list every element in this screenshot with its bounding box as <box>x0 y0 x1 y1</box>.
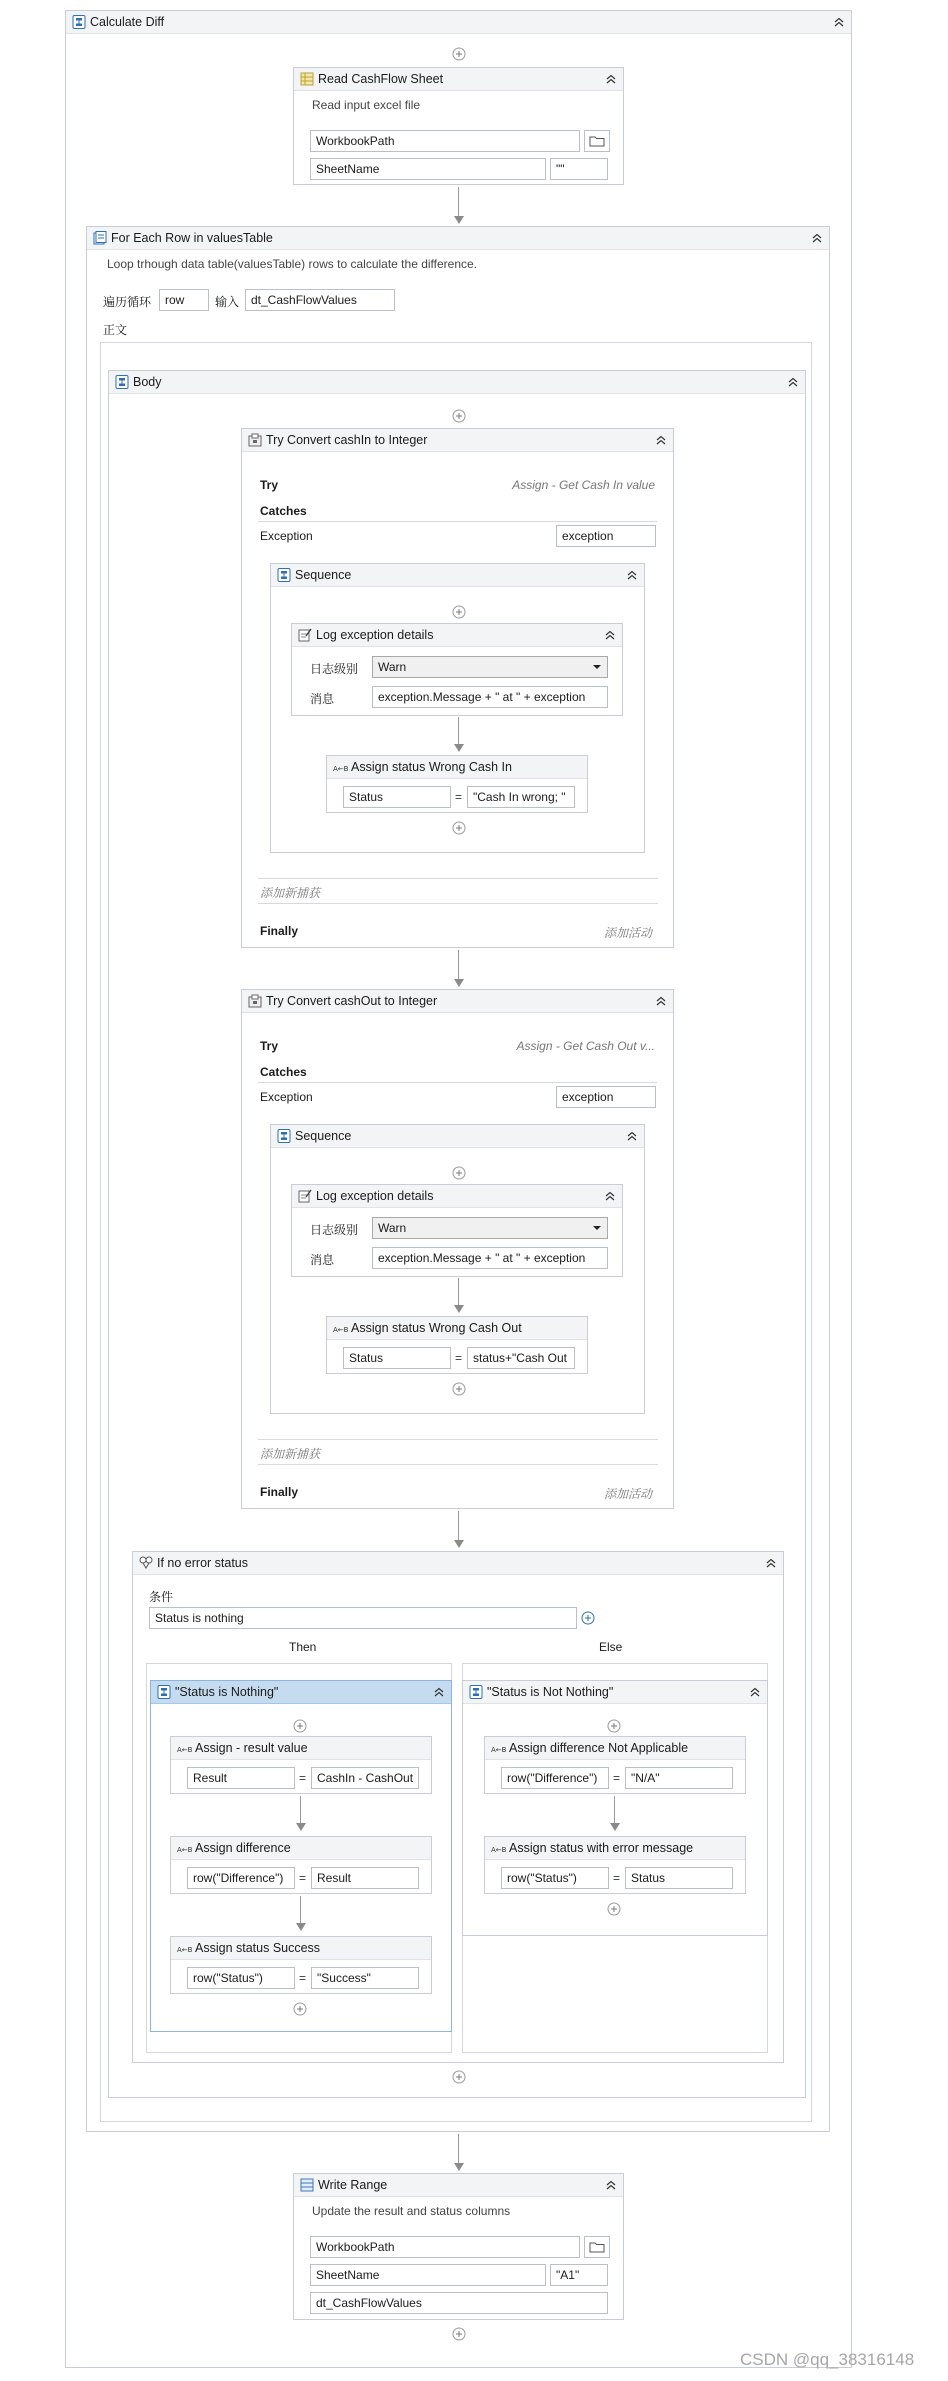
connector-line <box>300 1796 301 1824</box>
assign-value-field[interactable]: "N/A" <box>625 1767 733 1789</box>
assign-icon <box>333 1324 349 1334</box>
read-sheet-description: Read input excel file <box>312 98 421 112</box>
assign-title: Assign - result value <box>195 1741 308 1755</box>
log-message-icon <box>298 628 312 642</box>
assign-title: Assign status Wrong Cash In <box>351 760 512 774</box>
browse-folder-button[interactable] <box>584 130 610 152</box>
collapse-icon[interactable] <box>655 995 667 1007</box>
add-new-catch-link[interactable]: 添加新捕获 <box>260 886 321 900</box>
loop-label: 遍历循环 <box>103 295 152 309</box>
assign-status-error-activity[interactable] <box>484 1836 746 1894</box>
assign-title: Assign status Wrong Cash Out <box>351 1321 522 1335</box>
connector-line <box>458 1511 459 1541</box>
calculate-diff-header[interactable] <box>66 11 851 34</box>
assign-title: Assign difference Not Applicable <box>509 1741 689 1755</box>
catches-separator <box>258 1082 657 1083</box>
workbook-path-field[interactable]: WorkbookPath <box>310 2236 580 2258</box>
sheet-name-field[interactable]: SheetName <box>310 2264 546 2286</box>
assign-to-field[interactable]: row("Status") <box>501 1867 609 1889</box>
if-header[interactable] <box>133 1552 783 1575</box>
assign-result-value-activity[interactable] <box>170 1736 432 1794</box>
separator <box>258 1439 658 1440</box>
try-cashin-header[interactable] <box>242 429 673 452</box>
assign-value-field[interactable]: Status <box>625 1867 733 1889</box>
read-cashflow-sheet-activity[interactable] <box>293 67 624 185</box>
excel-read-icon <box>300 72 314 86</box>
log-level-label: 日志级别 <box>310 1223 359 1237</box>
workbook-path-field[interactable]: WorkbookPath <box>310 130 580 152</box>
write-range-icon <box>300 2178 314 2192</box>
chevron-down-icon <box>593 1225 601 1231</box>
equals-sign: = <box>299 1971 307 1985</box>
if-title: If no error status <box>157 1556 249 1570</box>
browse-folder-button[interactable] <box>584 2236 610 2258</box>
assign-value-field[interactable]: CashIn - CashOut <box>311 1767 419 1789</box>
assign-icon <box>333 763 349 773</box>
separator <box>258 878 658 879</box>
assign-to-field[interactable]: row("Difference") <box>187 1867 295 1889</box>
add-activity-plus-icon[interactable] <box>607 1719 621 1733</box>
log-title: Log exception details <box>316 628 434 642</box>
sequence-icon <box>277 568 291 582</box>
write-range-header[interactable] <box>294 2174 623 2197</box>
collapse-icon[interactable] <box>604 1190 616 1202</box>
folder-icon <box>589 2241 605 2253</box>
assign-header[interactable] <box>171 1837 431 1860</box>
log-message-icon <box>298 1189 312 1203</box>
connector-line <box>458 2134 459 2164</box>
catches-separator <box>258 521 657 522</box>
assign-header[interactable] <box>485 1737 745 1760</box>
equals-sign: = <box>613 1771 621 1785</box>
try-cashout-header[interactable] <box>242 990 673 1013</box>
assign-title: Assign status Success <box>195 1941 321 1955</box>
collapse-icon[interactable] <box>604 629 616 641</box>
catch-sequence-header[interactable] <box>271 564 644 587</box>
connector-arrow <box>454 979 464 987</box>
collapse-icon[interactable] <box>765 1557 777 1569</box>
assign-wrong-cashin-activity[interactable] <box>326 755 588 813</box>
assign-difference-activity[interactable] <box>170 1836 432 1894</box>
assign-icon <box>177 1944 193 1954</box>
assign-value-field[interactable]: "Success" <box>311 1967 419 1989</box>
assign-to-field[interactable]: Status <box>343 1347 451 1369</box>
condition-field[interactable]: Status is nothing <box>149 1607 577 1629</box>
exception-variable-field[interactable]: exception <box>556 1086 656 1108</box>
connector-arrow <box>610 1823 620 1831</box>
connector-line <box>458 187 459 217</box>
folder-icon <box>589 135 605 147</box>
collapse-icon[interactable] <box>811 232 823 244</box>
finally-label: Finally <box>260 924 299 938</box>
connector-arrow <box>454 744 464 752</box>
log-level-select[interactable] <box>372 656 608 678</box>
add-activity-plus-icon[interactable] <box>452 1166 466 1180</box>
collapse-icon[interactable] <box>787 376 799 388</box>
collapse-icon[interactable] <box>626 569 638 581</box>
sequence-icon <box>157 1685 171 1699</box>
equals-sign: = <box>613 1871 621 1885</box>
add-activity-plus-icon[interactable] <box>452 1382 466 1396</box>
then-label: Then <box>289 1640 317 1654</box>
assign-header[interactable] <box>327 1317 587 1340</box>
connector-line <box>614 1796 615 1824</box>
try-activity-label[interactable]: Assign - Get Cash In value <box>512 478 655 492</box>
add-activity-plus-icon[interactable] <box>452 821 466 835</box>
connector-arrow <box>454 1540 464 1548</box>
write-range-description: Update the result and status columns <box>312 2204 511 2218</box>
add-condition-plus-icon[interactable] <box>581 1611 595 1625</box>
catch-sequence-title: Sequence <box>295 1129 352 1143</box>
connector-line <box>458 1278 459 1306</box>
equals-sign: = <box>299 1871 307 1885</box>
sequence-icon <box>72 15 86 29</box>
add-activity-plus-icon[interactable] <box>293 2002 307 2016</box>
else-sequence-title: "Status is Not Nothing" <box>487 1685 614 1699</box>
catch-sequence-header[interactable] <box>271 1125 644 1148</box>
assign-value-field[interactable]: Result <box>311 1867 419 1889</box>
then-sequence-title: "Status is Nothing" <box>175 1685 279 1699</box>
for-each-description: Loop trhough data table(valuesTable) rows to calculate the difference. <box>107 257 478 271</box>
add-activity-plus-icon[interactable] <box>452 47 466 61</box>
message-field[interactable]: exception.Message + " at " + exception <box>372 686 608 708</box>
connector-line <box>300 1896 301 1924</box>
try-cashin-title: Try Convert cashIn to Integer <box>266 433 428 447</box>
assign-to-field[interactable]: row("Difference") <box>501 1767 609 1789</box>
add-new-catch-link[interactable]: 添加新捕获 <box>260 1447 321 1461</box>
assign-status-success-activity[interactable] <box>170 1936 432 1994</box>
add-activity-plus-icon[interactable] <box>452 605 466 619</box>
log-exception-activity[interactable] <box>291 623 623 716</box>
chevron-down-icon <box>593 664 601 670</box>
body-header[interactable] <box>109 371 805 394</box>
add-activity-plus-icon[interactable] <box>452 2070 466 2084</box>
loop-variable-field[interactable]: row <box>159 289 209 311</box>
log-title: Log exception details <box>316 1189 434 1203</box>
try-catch-icon <box>248 994 262 1008</box>
add-activity-plus-icon[interactable] <box>293 1719 307 1733</box>
try-activity-label[interactable]: Assign - Get Cash Out v... <box>516 1039 655 1053</box>
add-activity-link[interactable]: 添加活动 <box>604 926 653 940</box>
else-label: Else <box>599 1640 623 1654</box>
add-activity-plus-icon[interactable] <box>607 1902 621 1916</box>
else-sequence-header[interactable] <box>463 1681 767 1704</box>
catches-label: Catches <box>260 504 307 518</box>
body-title: Body <box>133 375 162 389</box>
separator <box>258 903 658 904</box>
sequence-icon <box>115 375 129 389</box>
try-catch-icon <box>248 433 262 447</box>
exception-type-label[interactable]: Exception <box>260 529 313 543</box>
message-label: 消息 <box>310 1253 335 1267</box>
catches-label: Catches <box>260 1065 307 1079</box>
collapse-icon[interactable] <box>605 2179 617 2191</box>
range-field[interactable]: "A1" <box>550 2264 608 2286</box>
collapse-icon[interactable] <box>433 1686 445 1698</box>
calculate-diff-title: Calculate Diff <box>90 15 165 29</box>
read-sheet-header[interactable] <box>294 68 623 91</box>
try-cashout-title: Try Convert cashOut to Integer <box>266 994 438 1008</box>
log-header[interactable] <box>292 1185 622 1208</box>
assign-to-field[interactable]: Status <box>343 786 451 808</box>
assign-to-field[interactable]: Result <box>187 1767 295 1789</box>
connector-arrow <box>454 216 464 224</box>
collapse-icon[interactable] <box>626 1130 638 1142</box>
collapse-icon[interactable] <box>833 16 845 28</box>
read-sheet-title: Read CashFlow Sheet <box>318 72 444 86</box>
for-each-icon <box>93 231 107 245</box>
for-each-title: For Each Row in valuesTable <box>111 231 273 245</box>
range-field[interactable]: "" <box>550 158 608 180</box>
assign-header[interactable] <box>171 1937 431 1960</box>
exception-type-label[interactable]: Exception <box>260 1090 313 1104</box>
log-level-value: Warn <box>378 1221 407 1235</box>
sequence-icon <box>469 1685 483 1699</box>
assign-wrong-cashout-activity[interactable] <box>326 1316 588 1374</box>
connector-arrow <box>454 2163 464 2171</box>
add-activity-link[interactable]: 添加活动 <box>604 1487 653 1501</box>
assign-value-field[interactable]: "Cash In wrong; " <box>467 786 575 808</box>
assign-icon <box>491 1844 507 1854</box>
assign-difference-na-activity[interactable] <box>484 1736 746 1794</box>
collapse-icon[interactable] <box>605 73 617 85</box>
message-label: 消息 <box>310 692 335 706</box>
if-condition-icon <box>139 1556 153 1570</box>
for-each-header[interactable] <box>87 227 829 250</box>
log-header[interactable] <box>292 624 622 647</box>
collapse-icon[interactable] <box>749 1686 761 1698</box>
finally-label: Finally <box>260 1485 299 1499</box>
assign-title: Assign status with error message <box>509 1841 694 1855</box>
log-level-label: 日志级别 <box>310 662 359 676</box>
input-collection-field[interactable]: dt_CashFlowValues <box>245 289 395 311</box>
condition-label: 条件 <box>149 1590 174 1604</box>
assign-value-field[interactable]: status+"Cash Out <box>467 1347 575 1369</box>
assign-header[interactable] <box>485 1837 745 1860</box>
assign-header[interactable] <box>171 1737 431 1760</box>
connector-line <box>458 950 459 980</box>
write-range-title: Write Range <box>318 2178 388 2192</box>
assign-icon <box>177 1844 193 1854</box>
equals-sign: = <box>455 790 463 804</box>
equals-sign: = <box>299 1771 307 1785</box>
sequence-icon <box>277 1129 291 1143</box>
equals-sign: = <box>455 1351 463 1365</box>
assign-icon <box>491 1744 507 1754</box>
collapse-icon[interactable] <box>655 434 667 446</box>
connector-arrow <box>296 1923 306 1931</box>
exception-variable-field[interactable]: exception <box>556 525 656 547</box>
datatable-field[interactable]: dt_CashFlowValues <box>310 2292 608 2314</box>
log-level-value: Warn <box>378 660 407 674</box>
log-level-select[interactable] <box>372 1217 608 1239</box>
try-label: Try <box>260 1039 279 1053</box>
assign-icon <box>177 1744 193 1754</box>
write-range-activity[interactable] <box>293 2173 624 2320</box>
separator <box>258 1464 658 1465</box>
connector-arrow <box>296 1823 306 1831</box>
then-sequence-header[interactable] <box>151 1681 451 1704</box>
body-label: 正文 <box>103 323 128 337</box>
assign-to-field[interactable]: row("Status") <box>187 1967 295 1989</box>
catch-sequence-title: Sequence <box>295 568 352 582</box>
sheet-name-field[interactable]: SheetName <box>310 158 546 180</box>
add-activity-plus-icon[interactable] <box>452 409 466 423</box>
input-label: 输入 <box>215 295 240 309</box>
message-field[interactable]: exception.Message + " at " + exception <box>372 1247 608 1269</box>
try-label: Try <box>260 478 279 492</box>
connector-arrow <box>454 1305 464 1313</box>
add-activity-plus-icon[interactable] <box>452 2327 466 2341</box>
log-exception-activity[interactable] <box>291 1184 623 1277</box>
assign-header[interactable] <box>327 756 587 779</box>
assign-title: Assign difference <box>195 1841 291 1855</box>
csdn-watermark: CSDN @qq_38316148 <box>740 2350 915 2369</box>
connector-line <box>458 717 459 745</box>
